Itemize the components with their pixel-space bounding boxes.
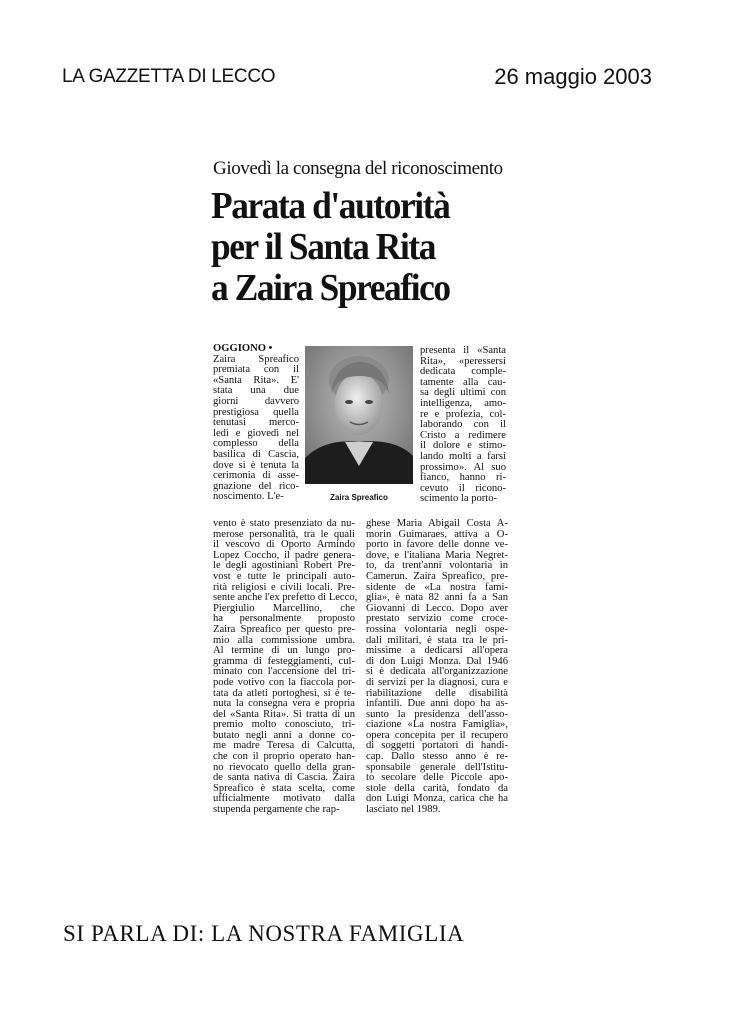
text-line: il vescovo di Oporto Armindo — [213, 539, 355, 551]
text-line: merose personalità, tra le quali — [213, 528, 355, 540]
text-line: di servizi per la diagnosi, cura e — [366, 676, 508, 688]
text-line: ufficialmente motivato dalla — [213, 793, 355, 805]
text-line: pode votivo con la fiaccola por- — [213, 676, 355, 688]
article-column-right — [366, 519, 508, 816]
text-line: stata una due — [213, 385, 299, 397]
text-line: tenutasi merco- — [213, 417, 299, 429]
portrait-photo — [305, 346, 413, 484]
text-line: missime a dedicarsi all'opera — [366, 645, 508, 657]
text-line: laborando con il — [420, 419, 506, 431]
text-line: dali militari, è stata tra le pri- — [366, 634, 508, 646]
text-line: basilica di Cascia, — [213, 448, 299, 460]
text-line: morin Guimaraes, attiva a O- — [366, 528, 508, 540]
text-line: prestigiosa quella — [213, 406, 299, 418]
text-line: vento è stato presenziato da nu- — [213, 518, 355, 529]
text-line: gnazione del rico- — [213, 480, 299, 492]
text-line: opera concepita per il recupero — [366, 729, 508, 741]
publication-name: LA GAZZETTA DI LECCO — [62, 66, 276, 87]
text-line: no rievocato quello della gran- — [213, 761, 355, 773]
text-line: Al termine di un lungo pro- — [213, 645, 355, 657]
text-line: dove si è tenuta la — [213, 459, 299, 471]
text-line: giorni davvero — [213, 395, 299, 407]
text-line: minato con l'accensione del tri- — [213, 666, 355, 678]
text-line: sidente de «La nostra fami- — [366, 581, 508, 593]
text-line: prossimo». Al suo — [420, 461, 506, 473]
text-line: tamente alla cau- — [420, 376, 506, 388]
text-line: me madre Teresa di Calcutta, — [213, 740, 355, 752]
text-line: dedicata comple- — [420, 366, 506, 378]
text-line: le degli agostiniani Robert Pre- — [213, 560, 355, 572]
text-line: Cristo a redimere — [420, 429, 506, 441]
text-line: gramma di festeggiamenti, cul- — [213, 655, 355, 667]
text-line: cap. Dallo stesso anno è re- — [366, 751, 508, 763]
text-line: stole della carità, fondato da — [366, 782, 508, 794]
headline-line: Parata d'autorità — [211, 185, 450, 227]
text-line: cerimonia di asse- — [213, 470, 299, 482]
text-line: il dolore e stimo- — [420, 440, 506, 452]
article-column-left-top — [213, 344, 299, 503]
text-line: sente anche l'ex prefetto di Lecco, — [213, 592, 358, 604]
text-line: sponsabile generale dell'Istitu- — [366, 761, 508, 773]
text-line: premiata con il — [213, 364, 299, 376]
text-line: Spreafico è stata scelta, come — [213, 782, 355, 794]
text-line: cevuto il ricono- — [420, 482, 506, 494]
text-line: di don Luigi Monza. Dal 1946 — [366, 655, 508, 667]
text-line: vost e tutte le principali auto- — [213, 570, 355, 582]
text-line: to secolare delle Piccole apo- — [366, 772, 508, 784]
text-line: fianco, hanno ri- — [420, 472, 506, 484]
text-line: ciazione «La nostra Famiglia», — [366, 719, 508, 731]
article-kicker: Giovedì la consegna del riconoscimento — [213, 158, 503, 179]
headline-line: per il Santa Rita — [211, 226, 436, 268]
text-line: «Santa Rita». E' — [213, 374, 299, 386]
text-line: rità religiosi e civili locali. Pre- — [213, 581, 355, 593]
text-line: Lopez Coccho, il padre genera- — [213, 549, 355, 561]
article-headline — [211, 186, 499, 309]
text-line: di soggetti portatori di handi- — [366, 740, 508, 752]
text-line: che con il proprio operato han- — [213, 751, 355, 763]
text-line: rossina volontaria negli ospe- — [366, 623, 508, 635]
publication-date: 26 maggio 2003 — [494, 64, 652, 89]
text-line: de santa nativa di Cascia. Zaira — [213, 772, 355, 784]
text-line: butato negli anni a donne co- — [213, 729, 355, 741]
text-line: sunto la presidenza dell'asso- — [366, 708, 508, 720]
topic-tag: SI PARLA DI: LA NOSTRA FAMIGLIA — [63, 921, 465, 946]
text-line: mio alla commissione umbra. — [213, 634, 355, 646]
text-line: Zaira Spreafico — [213, 353, 299, 365]
text-line: Giovanni di Lecco. Dopo aver — [366, 602, 508, 614]
text-line: del «Santa Rita». Si tratta di un — [213, 708, 355, 720]
text-line: riabilitazione delle disabilità — [366, 687, 508, 699]
text-line: Zaira Spreafico per questo pre- — [213, 623, 355, 635]
article-dateline: OGGIONO • — [213, 343, 273, 354]
text-line: Camerun. Zaira Spreafico, pre- — [366, 570, 508, 582]
text-line: Piergiulio Marcellino, che — [213, 602, 355, 614]
text-line: stupenda pergamente che rap- — [213, 804, 340, 816]
text-line: don Luigi Monza, carica che ha — [366, 793, 508, 805]
text-line: dove, e l'italiana Maria Negret- — [366, 549, 508, 561]
headline-line: a Zaira Spreafico — [211, 267, 450, 309]
text-line: noscimento. L'e- — [213, 491, 284, 503]
text-line: to, da trent'anni volontaria in — [366, 560, 508, 572]
article-column-left — [213, 518, 358, 816]
text-line: si è dedicata all'organizzazione — [366, 666, 508, 678]
text-line: prestato servizio come croce- — [366, 613, 508, 625]
text-line: ledì e giovedì nel — [213, 427, 299, 439]
text-line: tata da atleti portoghesi, si è te- — [213, 687, 355, 699]
text-line: scimento la porto- — [420, 493, 498, 505]
text-line: porto in favore delle donne ve- — [366, 539, 508, 551]
photo-caption: Zaira Spreafico — [330, 493, 388, 502]
text-line: Rita», «peressersi — [420, 355, 506, 367]
text-line: re e profezia, col- — [420, 408, 506, 420]
text-line: presenta il «Santa — [420, 345, 506, 356]
text-line: complesso della — [213, 438, 299, 450]
text-line: premio molto conosciuto, tri- — [213, 719, 355, 731]
text-line: glia», è nata 82 anni fa a San — [366, 592, 508, 604]
text-line: intelligenza, amo- — [420, 397, 506, 409]
text-line: infantili. Due anni dopo ha as- — [366, 698, 508, 710]
text-line: lasciato nel 1989. — [366, 804, 441, 816]
text-line: ha personalmente proposto — [213, 613, 355, 625]
article-column-right-top — [420, 346, 506, 505]
text-line: sa degli ultimi con — [420, 387, 506, 399]
publication-header — [62, 66, 652, 96]
text-line: nuta la consegna vera e propria — [213, 698, 355, 710]
text-line: lando molti a farsi — [420, 450, 506, 462]
text-line: ghese Maria Abigail Costa A- — [366, 518, 508, 529]
